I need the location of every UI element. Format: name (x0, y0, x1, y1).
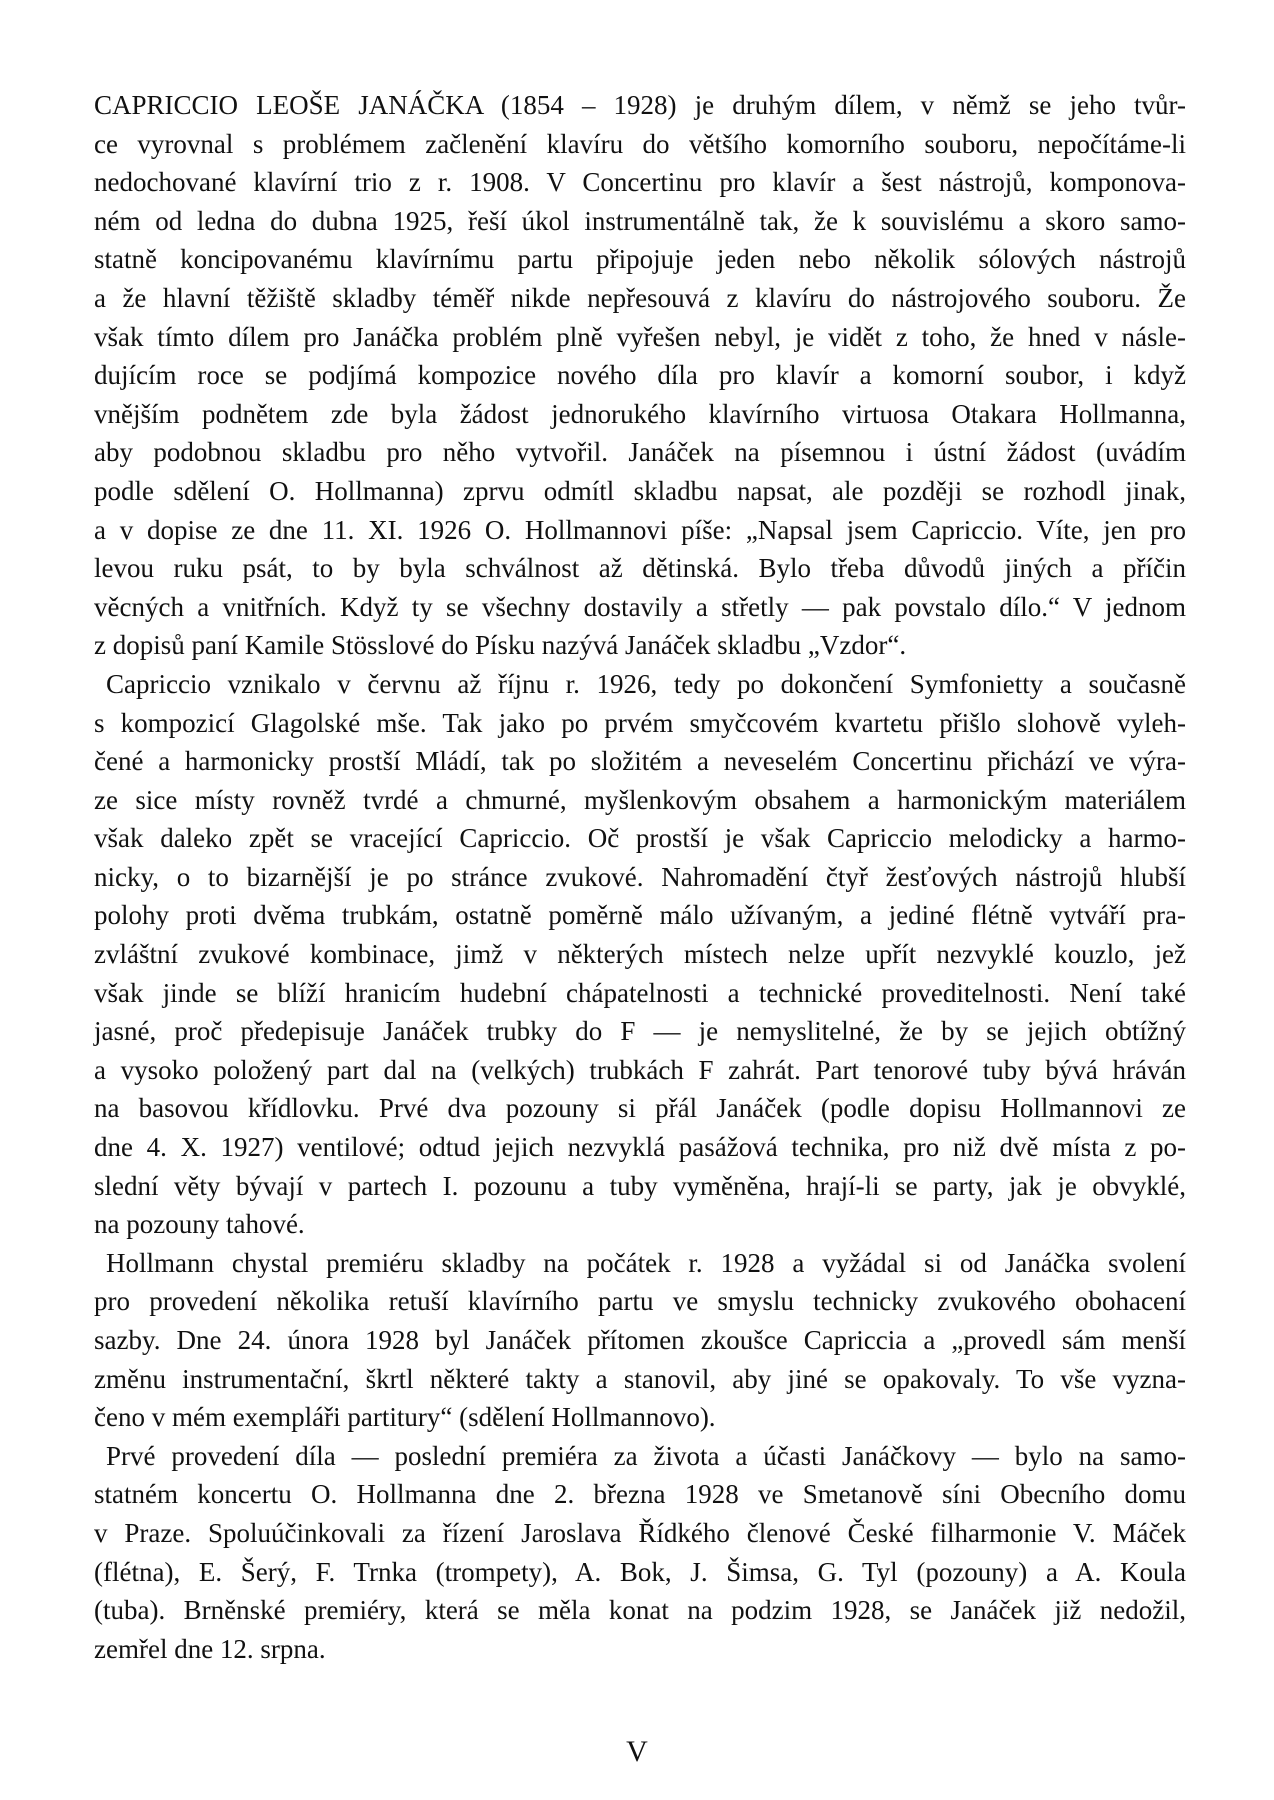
text-line: nicky, o to bizarnější je po stránce zvukové. Nahromadění čtyř žesťových nástrojů hlubší (94, 861, 1186, 892)
text-line: a že hlavní těžiště skladby téměř nikde nepřesouvá z klavíru do nástrojového souboru. Že (94, 282, 1186, 313)
text-line: dujícím roce se podjímá kompozice nového díla pro klavír a komorní soubor, i když (94, 360, 1186, 391)
text-line: věcných a vnitřních. Když ty se všechny dostavily a střetly — pak povstalo dílo.“ V jednom (94, 591, 1186, 622)
text-line: nedochované klavírní trio z r. 1908. V Concertinu pro klavír a šest nástrojů, komponova- (94, 167, 1186, 198)
paragraph-3 (94, 1244, 1186, 1437)
paragraph-2 (94, 665, 1186, 1244)
text-line: aby podobnou skladbu pro něho vytvořil. Janáček na písemnou i ústní žádost (uvádím (94, 437, 1186, 468)
body-text (94, 86, 1186, 1668)
text-line: polohy proti dvěma trubkám, ostatně poměrně málo užívaným, a jediné flétně vytváří pra- (94, 900, 1186, 931)
text-line: Hollmann chystal premiéru skladby na počátek r. 1928 a vyžádal si od Janáčka svolení (106, 1247, 1186, 1278)
paragraph-1 (94, 86, 1186, 665)
text-line: ze sice místy rovněž tvrdé a chmurné, myšlenkovým obsahem a harmonickým materiálem (94, 784, 1186, 815)
text-line: podle sdělení O. Hollmanna) zprvu odmítl skladbu napsat, ale později se rozhodl jinak, (94, 475, 1186, 506)
text-line: jasné, proč předepisuje Janáček trubky do F — je nemyslitelné, že by se jejich obtížný (94, 1016, 1186, 1047)
text-line: CAPRICCIO LEOŠE JANÁČKA (1854 – 1928) je druhým dílem, v němž se jeho tvůr- (94, 90, 1186, 120)
text-line: ce vyrovnal s problémem začlenění klavíru do většího komorního souboru, nepočítáme-li (94, 128, 1186, 159)
text-line: na pozouny tahové. (94, 1209, 305, 1240)
text-line: čené a harmonicky prostší Mládí, tak po složitém a neveselém Concertinu přichází ve výra- (94, 746, 1186, 777)
paragraph-4 (94, 1437, 1186, 1669)
text-line: (flétna), E. Šerý, F. Trnka (trompety), A. Bok, J. Šimsa, G. Tyl (pozouny) a A. Koula (94, 1556, 1186, 1587)
text-line: a vysoko položený part dal na (velkých) trubkách F zahrát. Part tenorové tuby bývá hráván (94, 1054, 1186, 1085)
text-line: vnějším podnětem zde byla žádost jednorukého klavírního virtuosa Otakara Hollmanna, (94, 398, 1186, 429)
text-line: ném od ledna do dubna 1925, řeší úkol instrumentálně tak, že k souvislému a skoro samo- (94, 205, 1186, 236)
text-line: zvláštní zvukové kombinace, jimž v některých místech nelze upřít nezvyklé kouzlo, jež (94, 939, 1186, 970)
text-line: však jinde se blíží hranicím hudební chápatelnosti a technické proveditelnosti. Není také (94, 977, 1186, 1008)
text-line: slední věty bývají v partech I. pozounu a tuby vyměněna, hrají-li se party, jak je obvyklé, (94, 1170, 1186, 1201)
text-line: sazby. Dne 24. února 1928 byl Janáček přítomen zkoušce Capriccia a „provedl sám menší (94, 1325, 1186, 1355)
text-line: dne 4. X. 1927) ventilové; odtud jejich nezvyklá pasážová technika, pro niž dvě místa z po- (94, 1132, 1186, 1163)
text-line: však tímto dílem pro Janáčka problém plně vyřešen nebyl, je vidět z toho, že hned v násle- (94, 321, 1186, 352)
text-line: a v dopise ze dne 11. XI. 1926 O. Hollmannovi píše: „Napsal jsem Capriccio. Víte, jen pro (94, 514, 1186, 545)
page-number: V (626, 1735, 648, 1768)
text-line: na basovou křídlovku. Prvé dva pozouny si přál Janáček (podle dopisu Hollmannovi ze (94, 1093, 1186, 1124)
text-line: zemřel dne 12. srpna. (94, 1633, 326, 1664)
text-line: (tuba). Brněnské premiéry, která se měla konat na podzim 1928, se Janáček již nedožil, (94, 1595, 1186, 1626)
text-line: v Praze. Spoluúčinkovali za řízení Jaroslava Řídkého členové České filharmonie V. Máček (94, 1517, 1186, 1548)
text-line: však daleko zpět se vracející Capriccio. Oč prostší je však Capriccio melodicky a harmo- (94, 823, 1186, 854)
text-line: změnu instrumentační, škrtl některé takty a stanovil, aby jiné se opakovaly. To vše vyzna- (94, 1363, 1186, 1394)
text-line: s kompozicí Glagolské mše. Tak jako po prvém smyčcovém kvartetu přišlo slohově vyleh- (94, 707, 1186, 738)
text-line: levou ruku psát, to by byla schválnost až dětinská. Bylo třeba důvodů jiných a příčin (94, 553, 1186, 584)
text-line: Capriccio vznikalo v červnu až říjnu r. 1926, tedy po dokončení Symfonietty a současně (106, 668, 1186, 699)
text-line: z dopisů paní Kamile Stösslové do Písku nazývá Janáček skladbu „Vzdor“. (94, 630, 907, 661)
text-line: Prvé provedení díla — poslední premiéra za života a účasti Janáčkovy — bylo na samo- (106, 1440, 1186, 1471)
text-line: pro provedení několika retuší klavírního partu ve smyslu technicky zvukového obohacení (94, 1286, 1186, 1317)
text-line: čeno v mém exempláři partitury“ (sdělení Hollmannovo). (94, 1402, 716, 1433)
text-line: statně koncipovanému klavírnímu partu připojuje jeden nebo několik sólových nástrojů (94, 244, 1186, 275)
text-line: statném koncertu O. Hollmanna dne 2. března 1928 ve Smetanově síni Obecního domu (94, 1479, 1186, 1510)
